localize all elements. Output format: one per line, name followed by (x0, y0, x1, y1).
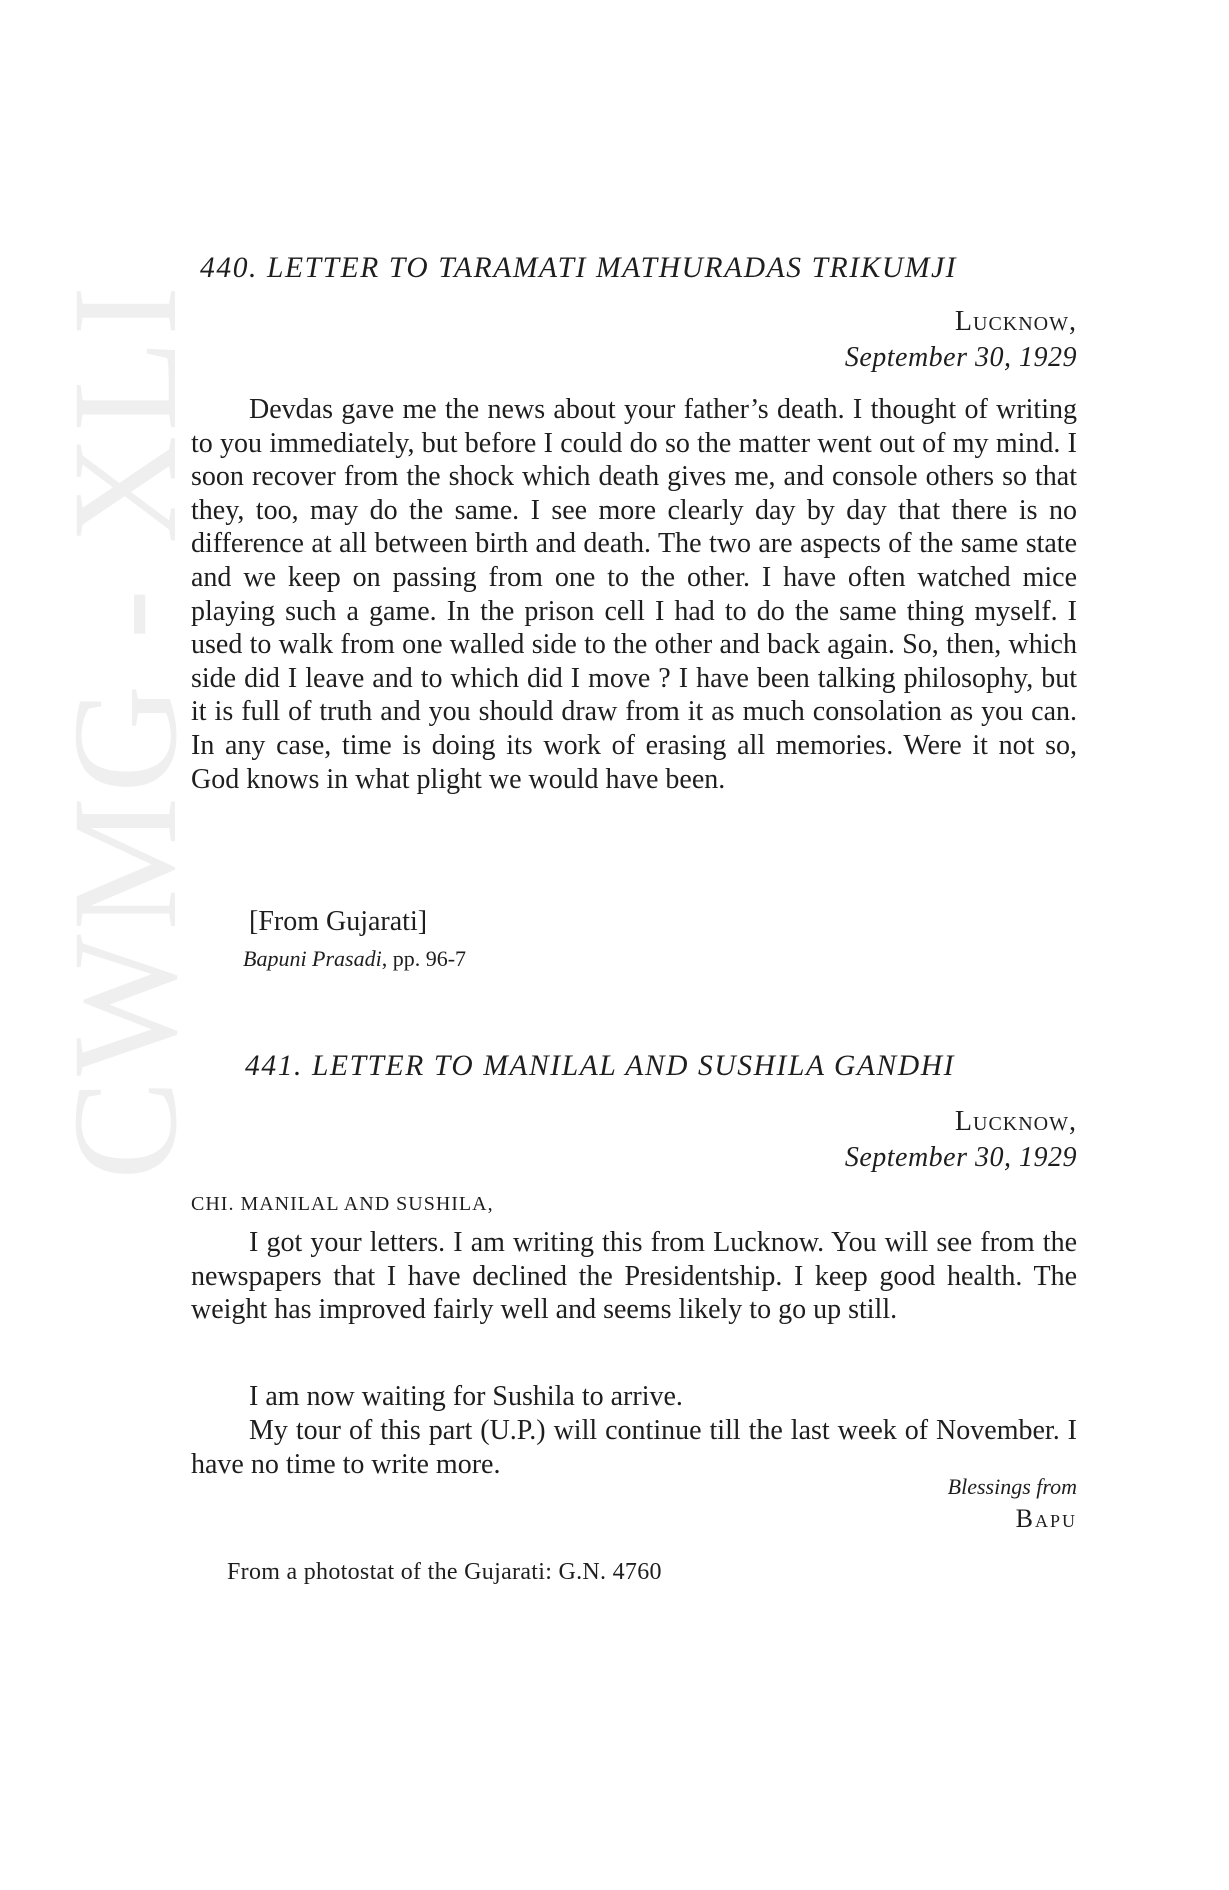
letter-441-paragraph: I got your letters. I am writing this from Lucknow. You will see from the newspapers that I have declined the Presidentship. I keep good health. The weight has improved fairly well and seems likely to go up still. (191, 1227, 1077, 1326)
letter-441-salutation: CHI. MANILAL AND SUSHILA, (191, 1193, 494, 1215)
letter-441-paragraph: My tour of this part (U.P.) will continue till the last week of November. I have no time to write more. (191, 1415, 1077, 1480)
letter-440-body: Devdas gave me the news about your father’s death. I thought of writing to you immediately, but before I could do so the matter went out of my mind. I soon recover from the shock which death gives me, and console others so that they, too, may do the same. I see more clearly day by day that there is no difference at all between birth and death. The two are aspects of the same state and we keep on passing from one to the other. I have often watched mice playing such a game. In the prison cell I had to do the same thing myself. I used to walk from one walled side to the other and back again. So, then, which side did I leave and to which did I move ? I have been talking philosophy, but it is full of truth and you should draw from it as much consolation as you can. In any case, time is doing its work of erasing all memories. Were it not so, God knows in what plight we would have been. (191, 394, 1077, 795)
letter-441-place: Lucknow, (954, 1106, 1077, 1137)
letter-441-closing: Blessings from (947, 1474, 1077, 1499)
letter-441-paragraph: I am now waiting for Sushila to arrive. (249, 1381, 683, 1412)
watermark-text: CWMG - XLI (42, 281, 208, 1180)
letter-441-signature: Bapu (1015, 1504, 1077, 1533)
letter-440-date: September 30, 1929 (844, 342, 1077, 373)
letter-441-date: September 30, 1929 (844, 1142, 1077, 1173)
letter-441-source: From a photostat of the Gujarati: G.N. 4760 (227, 1559, 662, 1585)
citation-pages: , pp. 96-7 (381, 946, 467, 971)
citation-book-title: Bapuni Prasadi (243, 946, 382, 971)
letter-440-citation (243, 946, 466, 972)
letter-440-source: [From Gujarati] (249, 906, 428, 937)
letter-441-heading: 441. LETTER TO MANILAL AND SUSHILA GANDHI (245, 1050, 956, 1082)
letter-440-place: Lucknow, (954, 306, 1077, 337)
letter-440-heading: 440. LETTER TO TARAMATI MATHURADAS TRIKUMJI (200, 252, 958, 284)
